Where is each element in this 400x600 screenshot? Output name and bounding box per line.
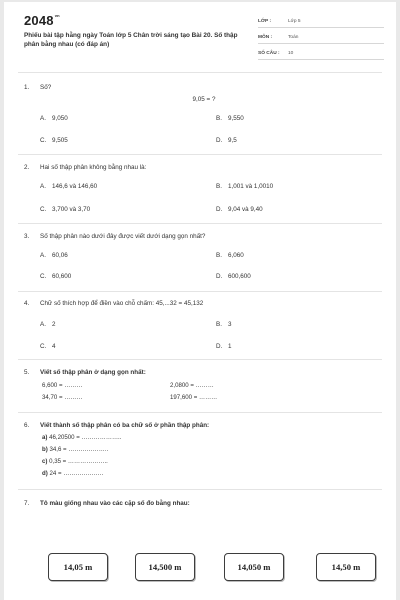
logo-text: 2048 — [24, 13, 54, 28]
option-b[interactable]: B. 9,550 — [216, 115, 244, 122]
question-number: 5. — [24, 369, 30, 376]
measure-card[interactable]: 14,500 m — [135, 553, 195, 581]
option-c[interactable]: C. 60,600 — [40, 273, 72, 280]
option-b[interactable]: B. 1,001 và 1,0010 — [216, 183, 274, 190]
meta-class-label: LỚP : — [258, 19, 272, 24]
option-a[interactable]: A. 146,6 và 146,60 — [40, 183, 98, 190]
option-b[interactable]: B. 6,060 — [216, 252, 244, 259]
fill-item[interactable]: a) 46,20500 = ……………….. — [42, 434, 122, 441]
option-d[interactable]: D. 9,5 — [216, 137, 237, 144]
divider — [18, 223, 382, 224]
question-stem: Chữ số thích hợp để điền vào chỗ chấm: 45,...32 = 45,132 — [40, 300, 204, 307]
option-b[interactable]: B. 3 — [216, 321, 232, 328]
option-c[interactable]: C. 4 — [40, 343, 56, 350]
meta-count-label: SỐ CÂU : — [258, 51, 280, 56]
worksheet-title: Phiếu bài tập hằng ngày Toán lớp 5 Chân trời sáng tạo Bài 20. Số thập phân bằng nhau (có đáp án) — [24, 32, 238, 49]
question-number: 3. — [24, 233, 30, 240]
divider — [18, 412, 382, 413]
option-c[interactable]: C. 3,700 và 3,70 — [40, 206, 91, 213]
question-stem: Viết số thập phân ở dạng gọn nhất: — [40, 369, 146, 376]
divider — [18, 359, 382, 360]
question-number: 2. — [24, 164, 30, 171]
question-stem: Hai số thập phân không bằng nhau là: — [40, 164, 147, 171]
meta-class — [258, 16, 384, 28]
question-number: 1. — [24, 84, 30, 91]
worksheet-page — [4, 2, 396, 600]
meta-question-count — [258, 48, 384, 60]
measure-card[interactable]: 14,050 m — [224, 553, 284, 581]
fill-item[interactable]: 34,70 = ……… — [42, 394, 83, 401]
divider — [18, 154, 382, 155]
logo-suffix: vn — [54, 13, 60, 18]
worksheet-meta — [258, 16, 384, 64]
meta-subject-label: MÔN : — [258, 35, 273, 40]
question-stem: Viết thành số thập phân có ba chữ số ở phần thập phân: — [40, 422, 210, 429]
measure-card[interactable]: 14,50 m — [316, 553, 376, 581]
divider — [18, 291, 382, 292]
option-a[interactable]: A. 60,06 — [40, 252, 68, 259]
question-stem: Số thập phân nào dưới đây được viết dưới dạng gọn nhất? — [40, 233, 206, 240]
divider — [18, 489, 382, 490]
measure-cards — [48, 553, 378, 581]
site-logo[interactable] — [24, 13, 60, 28]
question-number: 4. — [24, 300, 30, 307]
question-stem: Tô màu giống nhau vào các cặp số đo bằng nhau: — [40, 500, 190, 507]
question-number: 7. — [24, 500, 30, 507]
fill-item[interactable]: 197,600 = ……… — [170, 394, 218, 401]
fill-item[interactable]: 2,0800 = ……… — [170, 382, 214, 389]
option-a[interactable]: A. 9,050 — [40, 115, 68, 122]
option-d[interactable]: D. 1 — [216, 343, 232, 350]
divider — [18, 72, 382, 73]
question-number: 6. — [24, 422, 30, 429]
meta-subject — [258, 32, 384, 44]
fill-item[interactable]: d) 24 = ……………….. — [42, 470, 104, 477]
option-d[interactable]: D. 600,600 — [216, 273, 251, 280]
option-a[interactable]: A. 2 — [40, 321, 56, 328]
fill-item[interactable]: 6,600 = ……… — [42, 382, 83, 389]
option-d[interactable]: D. 9,04 và 9,40 — [216, 206, 263, 213]
measure-card[interactable]: 14,05 m — [48, 553, 108, 581]
fill-item[interactable]: c) 0,35 = ……………….. — [42, 458, 108, 465]
meta-class-value: Lớp 5 — [288, 19, 301, 24]
question-stem: Số? — [40, 84, 52, 91]
fill-item[interactable]: b) 34,6 = ……………….. — [42, 446, 109, 453]
question-prompt: 9,05 = ? — [192, 96, 216, 103]
meta-subject-value: Toán — [288, 35, 299, 40]
option-c[interactable]: C. 9,505 — [40, 137, 68, 144]
meta-count-value: 10 — [288, 51, 294, 56]
